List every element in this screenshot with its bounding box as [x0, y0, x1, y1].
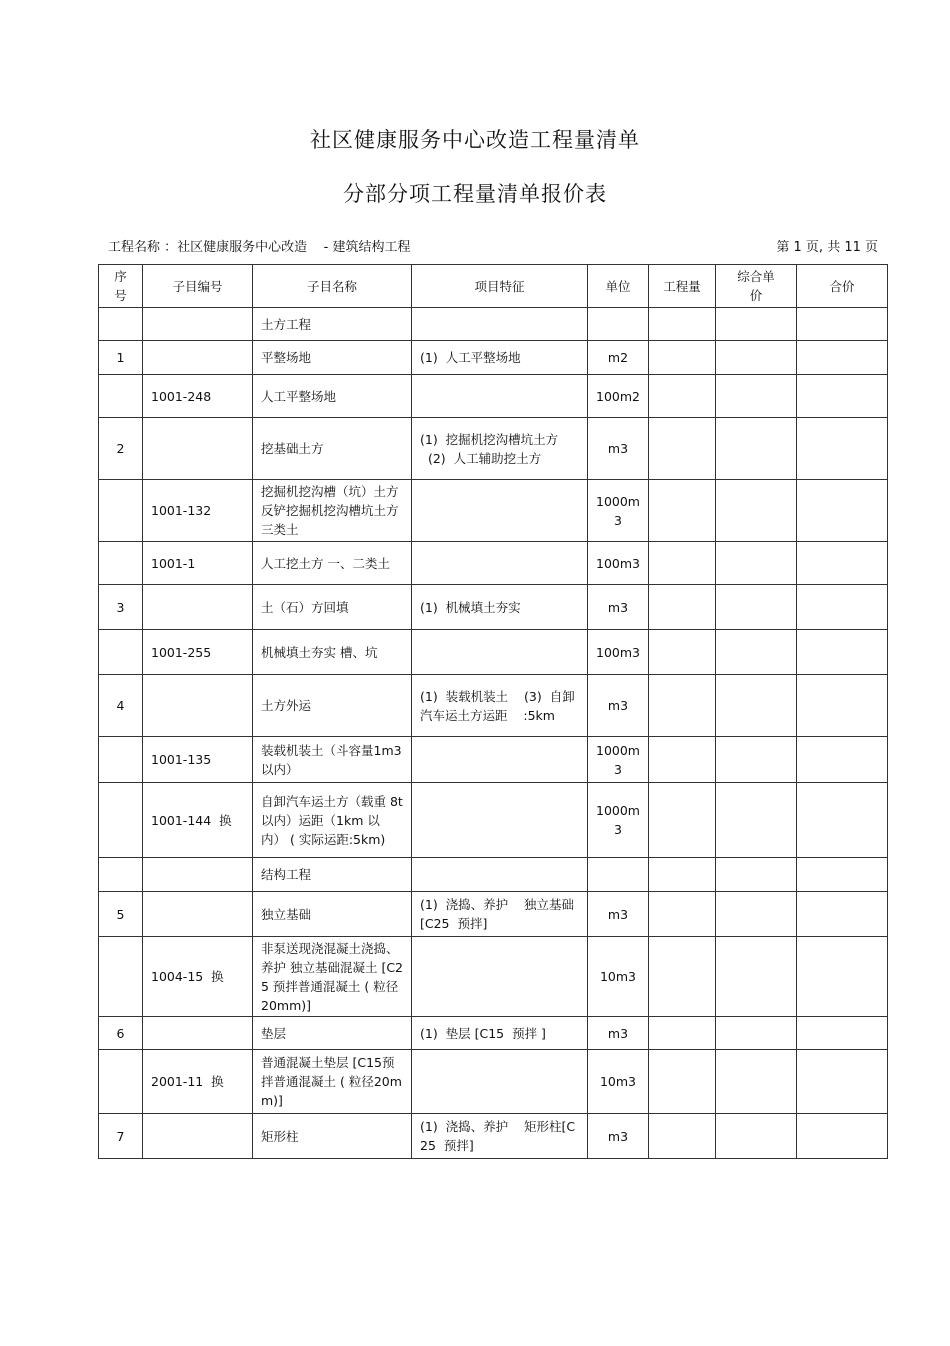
cell-code — [143, 341, 253, 375]
table-row — [99, 480, 888, 542]
cell-unit: 1000m3 — [588, 737, 649, 783]
cell-total — [797, 1017, 888, 1050]
cell-price — [716, 737, 797, 783]
header-unit: 单位 — [588, 265, 649, 308]
cell-qty — [649, 783, 716, 858]
cell-code — [143, 308, 253, 341]
cell-seq — [99, 630, 143, 675]
page-info: 第 1 页, 共 11 页 — [776, 240, 878, 255]
table-row — [99, 585, 888, 630]
cell-seq — [99, 858, 143, 892]
table-row — [99, 1114, 888, 1159]
cell-qty — [649, 737, 716, 783]
cell-unit: 100m2 — [588, 375, 649, 418]
cell-total — [797, 542, 888, 585]
cell-unit: m3 — [588, 1017, 649, 1050]
cell-feature: (1) 浇捣、养护 矩形柱[C25 预拌] — [412, 1114, 588, 1159]
cell-total — [797, 375, 888, 418]
cell-name: 土（石）方回填 — [253, 585, 412, 630]
cell-total — [797, 418, 888, 480]
cell-unit: m3 — [588, 675, 649, 737]
cell-seq: 2 — [99, 418, 143, 480]
cell-name: 人工平整场地 — [253, 375, 412, 418]
cell-seq — [99, 375, 143, 418]
cell-price — [716, 585, 797, 630]
cell-unit: 100m3 — [588, 542, 649, 585]
cell-code: 1001-135 — [143, 737, 253, 783]
cell-feature: (1) 装载机装土 (3) 自卸汽车运土方运距 :5km — [412, 675, 588, 737]
cell-total — [797, 858, 888, 892]
cell-feature — [412, 630, 588, 675]
table-row — [99, 1050, 888, 1114]
cell-code — [143, 1017, 253, 1050]
cell-qty — [649, 937, 716, 1017]
cell-qty — [649, 375, 716, 418]
cell-total — [797, 308, 888, 341]
table-row — [99, 542, 888, 585]
cell-qty — [649, 308, 716, 341]
cell-price — [716, 341, 797, 375]
quantity-table — [98, 264, 888, 1159]
cell-seq — [99, 308, 143, 341]
cell-unit: 1000m3 — [588, 783, 649, 858]
document-title: 社区健康服务中心改造工程量清单 — [310, 128, 640, 152]
cell-name: 装载机装土（斗容量1m3以内） — [253, 737, 412, 783]
cell-qty — [649, 585, 716, 630]
cell-total — [797, 783, 888, 858]
cell-total — [797, 1114, 888, 1159]
cell-feature: (1) 人工平整场地 — [412, 341, 588, 375]
cell-code: 1001-132 — [143, 480, 253, 542]
cell-total — [797, 630, 888, 675]
table-row — [99, 375, 888, 418]
table-row — [99, 937, 888, 1017]
cell-name: 挖基础土方 — [253, 418, 412, 480]
cell-feature — [412, 375, 588, 418]
cell-seq: 7 — [99, 1114, 143, 1159]
header-total: 合价 — [797, 265, 888, 308]
cell-code — [143, 585, 253, 630]
cell-code — [143, 675, 253, 737]
cell-price — [716, 675, 797, 737]
cell-price — [716, 783, 797, 858]
cell-feature: (1) 垫层 [C15 预拌 ] — [412, 1017, 588, 1050]
cell-price — [716, 375, 797, 418]
cell-unit: m3 — [588, 418, 649, 480]
cell-qty — [649, 858, 716, 892]
cell-qty — [649, 542, 716, 585]
cell-price — [716, 630, 797, 675]
cell-total — [797, 675, 888, 737]
table-header-row — [99, 265, 888, 308]
cell-price — [716, 892, 797, 937]
cell-qty — [649, 630, 716, 675]
cell-name: 土方工程 — [253, 308, 412, 341]
header-seq: 序号 — [99, 265, 143, 308]
cell-feature — [412, 1050, 588, 1114]
header-name: 子目名称 — [253, 265, 412, 308]
cell-feature — [412, 542, 588, 585]
cell-unit — [588, 858, 649, 892]
cell-unit: m3 — [588, 1114, 649, 1159]
cell-total — [797, 892, 888, 937]
table-row — [99, 418, 888, 480]
cell-feature — [412, 480, 588, 542]
header-feature: 项目特征 — [412, 265, 588, 308]
document-subtitle: 分部分项工程量清单报价表 — [343, 182, 607, 206]
cell-code: 1001-255 — [143, 630, 253, 675]
cell-name: 土方外运 — [253, 675, 412, 737]
cell-seq: 6 — [99, 1017, 143, 1050]
cell-unit: 100m3 — [588, 630, 649, 675]
cell-total — [797, 480, 888, 542]
cell-seq — [99, 480, 143, 542]
cell-seq — [99, 542, 143, 585]
cell-name: 挖掘机挖沟槽（坑）土方反铲挖掘机挖沟槽坑土方 三类土 — [253, 480, 412, 542]
table-row — [99, 783, 888, 858]
header-code: 子目编号 — [143, 265, 253, 308]
cell-code: 1004-15 换 — [143, 937, 253, 1017]
cell-qty — [649, 341, 716, 375]
cell-total — [797, 1050, 888, 1114]
cell-code — [143, 418, 253, 480]
cell-feature: (1) 机械填土夯实 — [412, 585, 588, 630]
cell-feature — [412, 737, 588, 783]
cell-unit: 10m3 — [588, 1050, 649, 1114]
cell-seq: 3 — [99, 585, 143, 630]
cell-qty — [649, 1050, 716, 1114]
cell-unit: 1000m3 — [588, 480, 649, 542]
cell-name: 机械填土夯实 槽、坑 — [253, 630, 412, 675]
cell-code — [143, 858, 253, 892]
cell-feature — [412, 937, 588, 1017]
cell-name: 人工挖土方 一、二类土 — [253, 542, 412, 585]
header-price: 综合单价 — [716, 265, 797, 308]
table-row — [99, 858, 888, 892]
project-name: 工程名称 ：社区健康服务中心改造 - 建筑结构工程 — [108, 240, 411, 255]
cell-qty — [649, 480, 716, 542]
cell-price — [716, 1050, 797, 1114]
cell-unit — [588, 308, 649, 341]
cell-price — [716, 480, 797, 542]
cell-feature: (1) 浇捣、养护 独立基础[C25 预拌] — [412, 892, 588, 937]
table-row — [99, 308, 888, 341]
cell-seq: 5 — [99, 892, 143, 937]
cell-price — [716, 418, 797, 480]
table-row — [99, 630, 888, 675]
cell-seq — [99, 737, 143, 783]
table-row — [99, 675, 888, 737]
cell-qty — [649, 892, 716, 937]
cell-seq — [99, 1050, 143, 1114]
cell-unit: 10m3 — [588, 937, 649, 1017]
cell-feature — [412, 783, 588, 858]
table-row — [99, 341, 888, 375]
cell-qty — [649, 1017, 716, 1050]
cell-feature: (1) 挖掘机挖沟槽坑土方 (2) 人工辅助挖土方 — [412, 418, 588, 480]
cell-total — [797, 585, 888, 630]
cell-seq — [99, 783, 143, 858]
cell-code: 1001-1 — [143, 542, 253, 585]
cell-feature — [412, 308, 588, 341]
cell-price — [716, 937, 797, 1017]
cell-qty — [649, 1114, 716, 1159]
cell-price — [716, 1017, 797, 1050]
cell-code: 2001-11 换 — [143, 1050, 253, 1114]
cell-unit: m2 — [588, 341, 649, 375]
cell-qty — [649, 675, 716, 737]
cell-name: 普通混凝土垫层 [C15预拌普通混凝土 ( 粒径20mm)] — [253, 1050, 412, 1114]
cell-code: 1001-144 换 — [143, 783, 253, 858]
cell-price — [716, 542, 797, 585]
cell-seq: 1 — [99, 341, 143, 375]
cell-name: 平整场地 — [253, 341, 412, 375]
cell-price — [716, 858, 797, 892]
cell-price — [716, 308, 797, 341]
cell-seq: 4 — [99, 675, 143, 737]
cell-name: 矩形柱 — [253, 1114, 412, 1159]
cell-qty — [649, 418, 716, 480]
cell-name: 非泵送现浇混凝土浇捣、养护 独立基础混凝土 [C25 预拌普通混凝土 ( 粒径 20mm)] — [253, 937, 412, 1017]
table-row — [99, 1017, 888, 1050]
cell-price — [716, 1114, 797, 1159]
table-row — [99, 892, 888, 937]
cell-name: 自卸汽车运土方（载重 8t 以内）运距（1km 以内） ( 实际运距:5km) — [253, 783, 412, 858]
cell-code — [143, 892, 253, 937]
cell-code — [143, 1114, 253, 1159]
table-row — [99, 737, 888, 783]
cell-name: 结构工程 — [253, 858, 412, 892]
cell-feature — [412, 858, 588, 892]
cell-name: 独立基础 — [253, 892, 412, 937]
cell-name: 垫层 — [253, 1017, 412, 1050]
cell-total — [797, 937, 888, 1017]
cell-unit: m3 — [588, 892, 649, 937]
cell-total — [797, 341, 888, 375]
cell-total — [797, 737, 888, 783]
cell-seq — [99, 937, 143, 1017]
header-qty: 工程量 — [649, 265, 716, 308]
cell-unit: m3 — [588, 585, 649, 630]
cell-code: 1001-248 — [143, 375, 253, 418]
